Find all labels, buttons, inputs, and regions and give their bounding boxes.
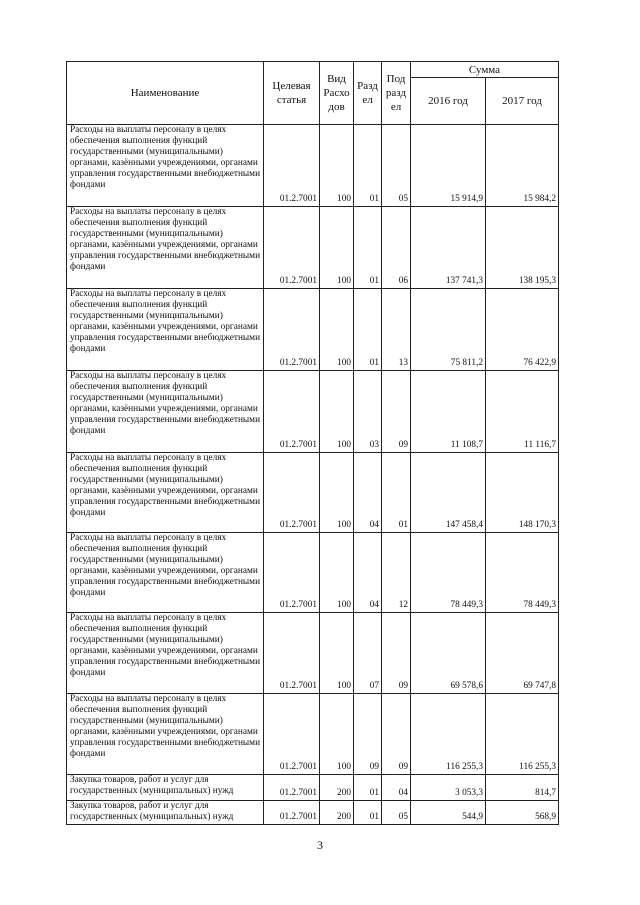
- row-target: 01.2.7001: [264, 289, 320, 371]
- row-name: Расходы на выплаты персоналу в целях обеспечения выполнения функций государственными (муниципальными) органами, казёнными учреждениями, органами управления государственными внебюджетными фондами: [67, 289, 264, 371]
- row-target: 01.2.7001: [264, 694, 320, 775]
- row-sum-2016: 116 255,3: [411, 694, 486, 775]
- row-section: 01: [354, 801, 382, 825]
- row-sum-2017: 138 195,3: [486, 207, 559, 289]
- row-kind: 100: [320, 371, 354, 453]
- row-kind: 100: [320, 453, 354, 533]
- table-row: [67, 371, 559, 453]
- page-number: 3: [317, 838, 323, 852]
- row-sum-2017: 15 984,2: [486, 125, 559, 207]
- row-section: 01: [354, 775, 382, 801]
- row-sum-2017: 78 449,3: [486, 533, 559, 613]
- row-subsection: 05: [382, 801, 411, 825]
- row-target: 01.2.7001: [264, 613, 320, 694]
- row-sum-2017: 568,9: [486, 801, 559, 825]
- row-sum-2017: 116 255,3: [486, 694, 559, 775]
- row-section: 04: [354, 533, 382, 613]
- table-row: [67, 694, 559, 775]
- row-target: 01.2.7001: [264, 775, 320, 801]
- table-row: [67, 775, 559, 801]
- row-name: Расходы на выплаты персоналу в целях обеспечения выполнения функций государственными (муниципальными) органами, казёнными учреждениями, органами управления государственными внебюджетными фондами: [67, 694, 264, 775]
- row-subsection: 06: [382, 207, 411, 289]
- row-target: 01.2.7001: [264, 801, 320, 825]
- row-target: 01.2.7001: [264, 125, 320, 207]
- row-subsection: 05: [382, 125, 411, 207]
- table-row: [67, 613, 559, 694]
- row-sum-2016: 15 914,9: [411, 125, 486, 207]
- row-sum-2017: 69 747,8: [486, 613, 559, 694]
- table-row: [67, 125, 559, 207]
- header-year-2017: 2017 год: [486, 78, 559, 125]
- row-sum-2016: 69 578,6: [411, 613, 486, 694]
- row-kind: 100: [320, 613, 354, 694]
- row-sum-2016: 544,9: [411, 801, 486, 825]
- row-sum-2016: 3 053,3: [411, 775, 486, 801]
- row-subsection: 12: [382, 533, 411, 613]
- row-section: 04: [354, 453, 382, 533]
- row-target: 01.2.7001: [264, 207, 320, 289]
- row-section: 07: [354, 613, 382, 694]
- header-section: Разд ел: [354, 62, 382, 125]
- budget-table: [66, 61, 559, 825]
- row-kind: 100: [320, 694, 354, 775]
- row-sum-2016: 78 449,3: [411, 533, 486, 613]
- table-row: [67, 453, 559, 533]
- row-name: Закупка товаров, работ и услуг для государственных (муниципальных) нужд: [67, 775, 264, 801]
- row-kind: 100: [320, 125, 354, 207]
- row-kind: 100: [320, 207, 354, 289]
- header-name: Наименование: [67, 62, 264, 125]
- row-name: Расходы на выплаты персоналу в целях обеспечения выполнения функций государственными (муниципальными) органами, казёнными учреждениями, органами управления государственными внебюджетными фондами: [67, 533, 264, 613]
- row-name: Расходы на выплаты персоналу в целях обеспечения выполнения функций государственными (муниципальными) органами, казёнными учреждениями, органами управления государственными внебюджетными фондами: [67, 207, 264, 289]
- header-subsection: Под разд ел: [382, 62, 411, 125]
- table-row: [67, 533, 559, 613]
- row-name: Закупка товаров, работ и услуг для государственных (муниципальных) нужд: [67, 801, 264, 825]
- row-sum-2016: 137 741,3: [411, 207, 486, 289]
- row-sum-2017: 11 116,7: [486, 371, 559, 453]
- row-sum-2016: 11 108,7: [411, 371, 486, 453]
- row-target: 01.2.7001: [264, 371, 320, 453]
- row-section: 01: [354, 289, 382, 371]
- row-sum-2016: 147 458,4: [411, 453, 486, 533]
- header-sum: Сумма: [411, 62, 559, 78]
- row-kind: 100: [320, 289, 354, 371]
- header-kind: Вид Расхо дов: [320, 62, 354, 125]
- row-subsection: 09: [382, 694, 411, 775]
- row-subsection: 09: [382, 613, 411, 694]
- row-sum-2016: 75 811,2: [411, 289, 486, 371]
- row-name: Расходы на выплаты персоналу в целях обеспечения выполнения функций государственными (муниципальными) органами, казёнными учреждениями, органами управления государственными внебюджетными фондами: [67, 613, 264, 694]
- table-row: [67, 289, 559, 371]
- row-subsection: 13: [382, 289, 411, 371]
- row-sum-2017: 148 170,3: [486, 453, 559, 533]
- table-row: [67, 207, 559, 289]
- header-target: Целевая статья: [264, 62, 320, 125]
- row-sum-2017: 76 422,9: [486, 289, 559, 371]
- row-section: 01: [354, 207, 382, 289]
- row-target: 01.2.7001: [264, 533, 320, 613]
- row-kind: 200: [320, 775, 354, 801]
- table-row: [67, 801, 559, 825]
- header-year-2016: 2016 год: [411, 78, 486, 125]
- row-kind: 200: [320, 801, 354, 825]
- row-name: Расходы на выплаты персоналу в целях обеспечения выполнения функций государственными (муниципальными) органами, казёнными учреждениями, органами управления государственными внебюджетными фондами: [67, 125, 264, 207]
- row-name: Расходы на выплаты персоналу в целях обеспечения выполнения функций государственными (муниципальными) органами, казёнными учреждениями, органами управления государственными внебюджетными фондами: [67, 453, 264, 533]
- row-section: 01: [354, 125, 382, 207]
- row-section: 03: [354, 371, 382, 453]
- row-name: Расходы на выплаты персоналу в целях обеспечения выполнения функций государственными (муниципальными) органами, казёнными учреждениями, органами управления государственными внебюджетными фондами: [67, 371, 264, 453]
- row-subsection: 09: [382, 371, 411, 453]
- header-row-1: [67, 62, 559, 78]
- row-kind: 100: [320, 533, 354, 613]
- row-sum-2017: 814,7: [486, 775, 559, 801]
- row-subsection: 04: [382, 775, 411, 801]
- row-subsection: 01: [382, 453, 411, 533]
- row-target: 01.2.7001: [264, 453, 320, 533]
- row-section: 09: [354, 694, 382, 775]
